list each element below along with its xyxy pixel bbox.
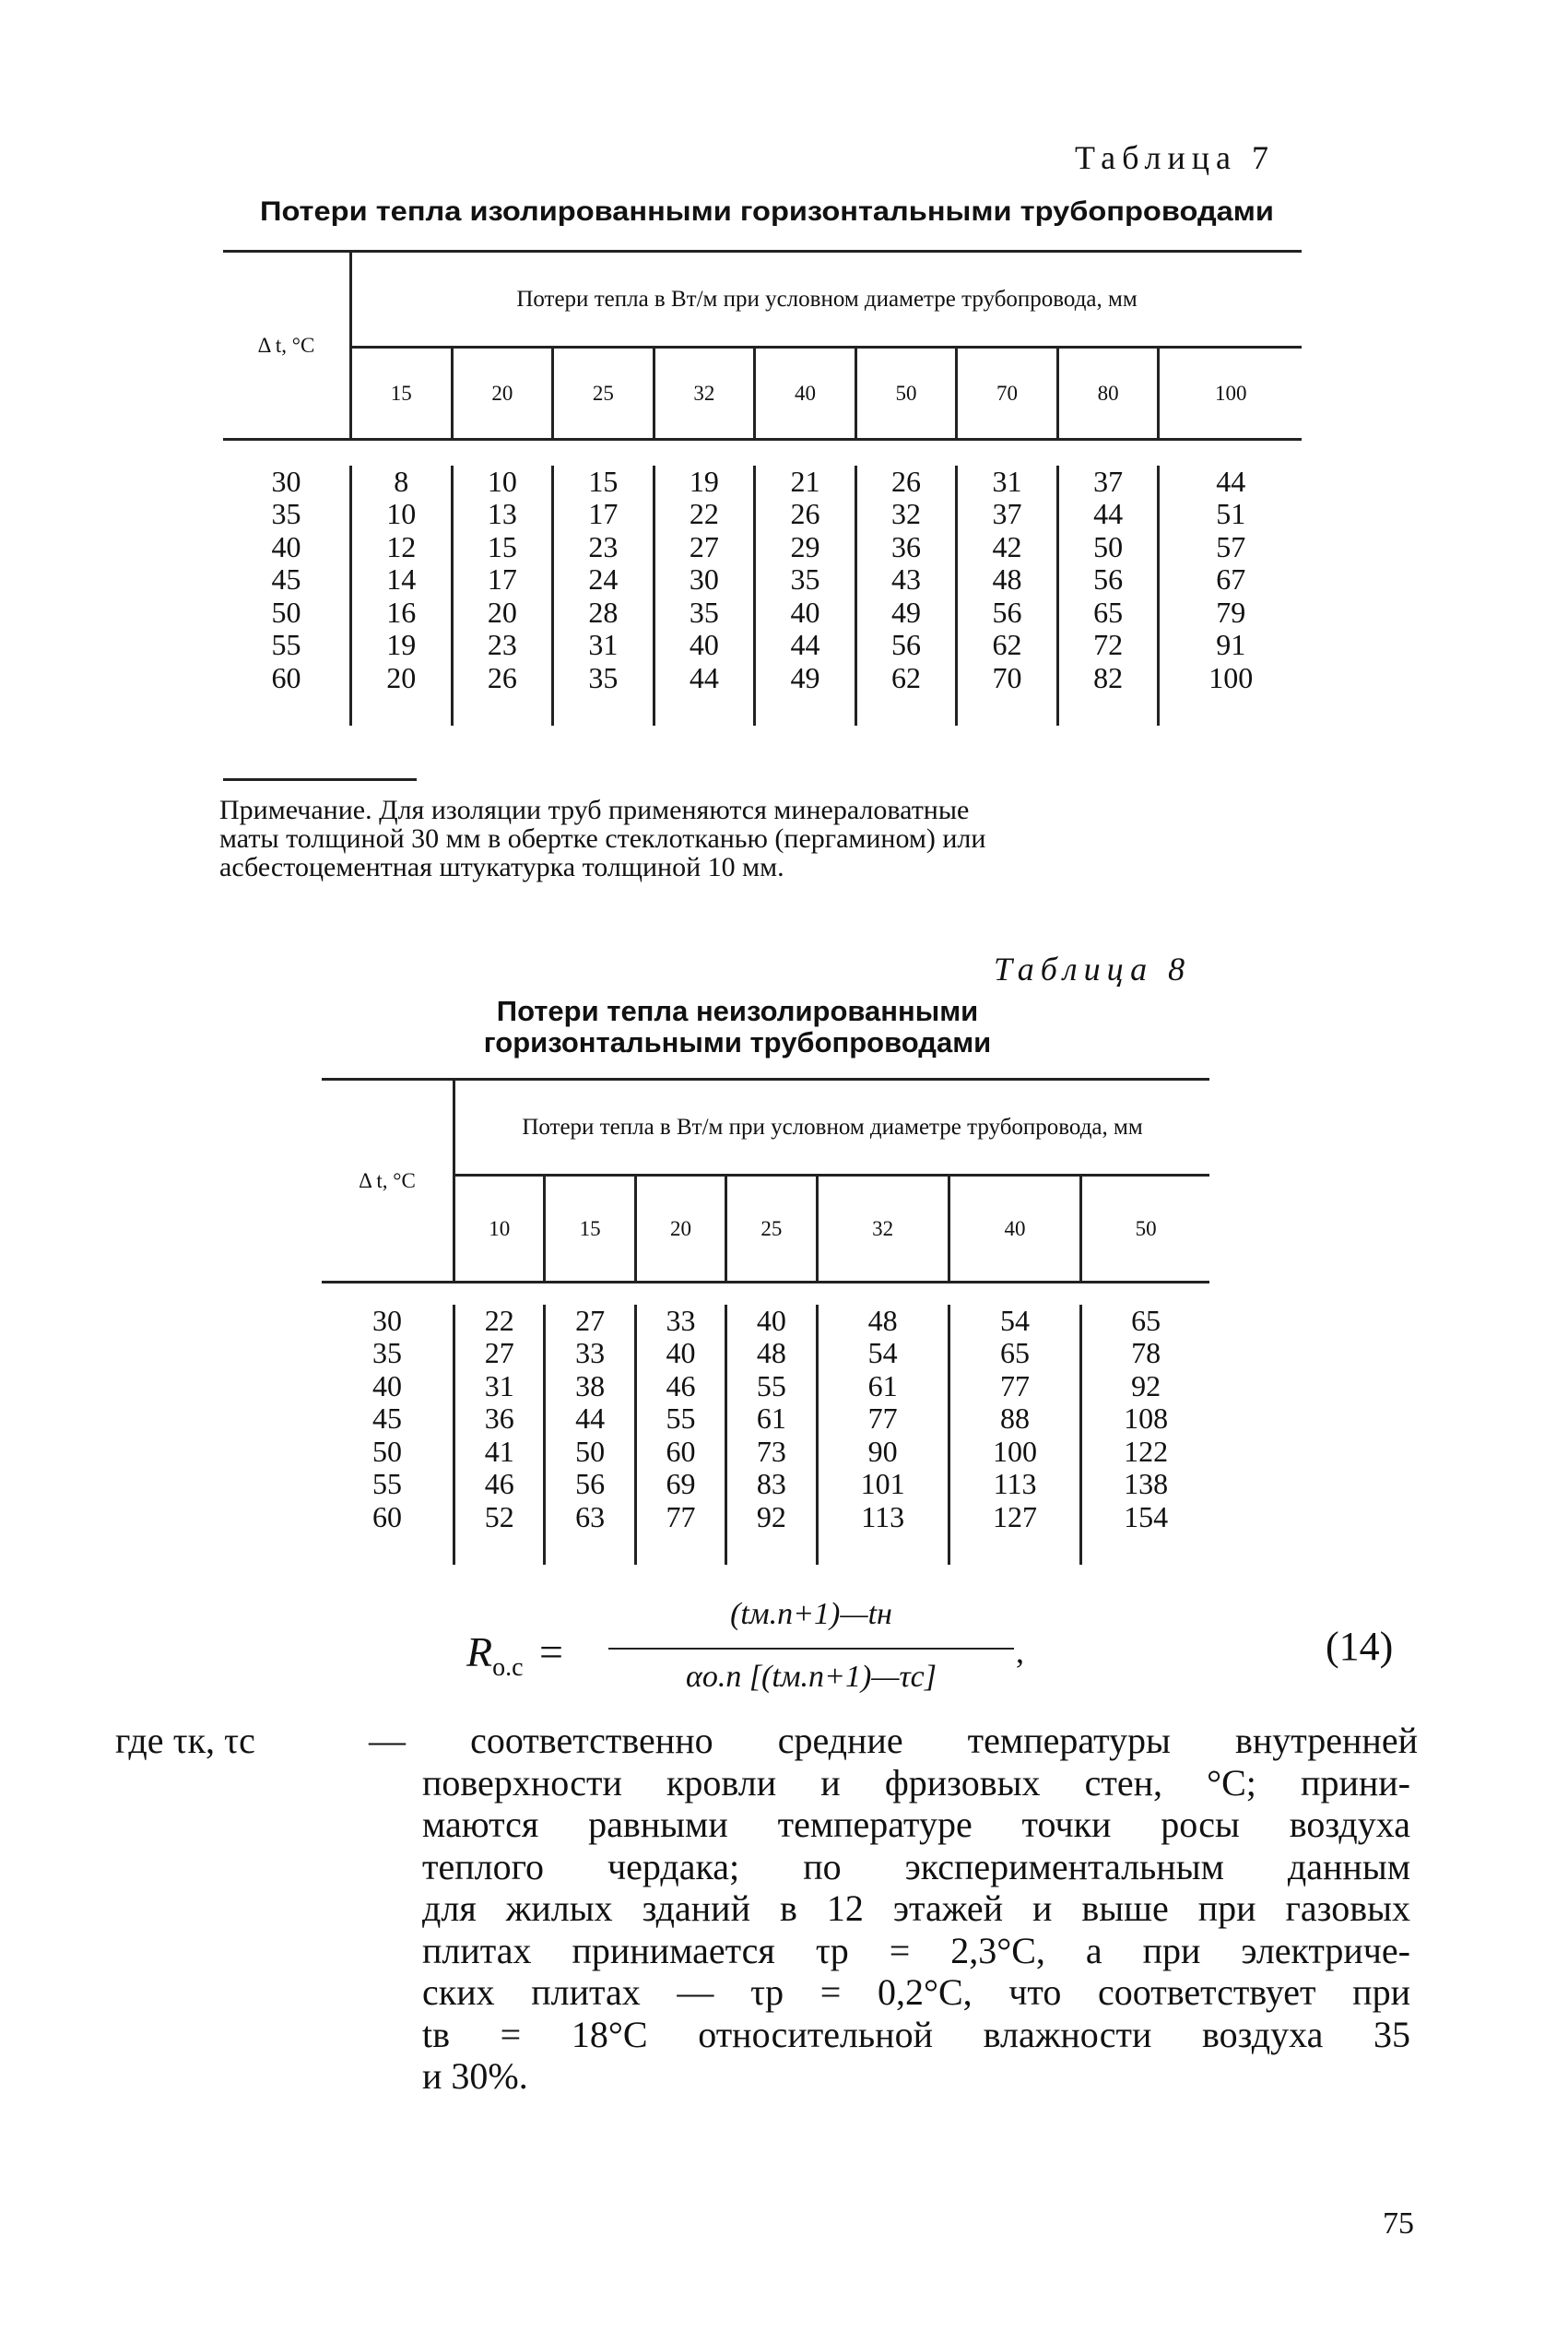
table7-diameter-header: 50	[855, 348, 957, 440]
table7-data-column	[755, 466, 856, 727]
table7-cell: 50	[1093, 529, 1124, 563]
table8-data-column	[817, 1305, 949, 1566]
table7-note	[219, 796, 1339, 881]
table7-cell: 29	[790, 529, 820, 563]
table7-cell: 44	[790, 628, 820, 661]
table7-cell: 8	[394, 464, 409, 498]
table7-cell: 65	[1093, 595, 1124, 629]
table7-delta-t-value: 35	[271, 497, 301, 530]
table7-cell: 20	[386, 660, 417, 694]
table8-cell: 122	[1124, 1434, 1169, 1468]
table8-cell: 40	[756, 1303, 786, 1337]
table8-data-column	[949, 1305, 1080, 1566]
table7-cell: 56	[891, 628, 921, 661]
table8-cell: 138	[1124, 1467, 1169, 1500]
table7-delta-t-column	[223, 466, 351, 727]
table8-diameter-header: 25	[726, 1176, 817, 1283]
table7-data-column	[452, 466, 553, 727]
table7-cell: 36	[891, 529, 921, 563]
table7-number: Таблица 7	[1075, 139, 1275, 176]
table7-data-column	[553, 466, 654, 727]
table7-cell: 31	[992, 464, 1022, 498]
table7-cell: 14	[386, 562, 417, 596]
table7-cell: 28	[588, 595, 619, 629]
table8-cell: 92	[1131, 1368, 1161, 1402]
table7-data-column	[654, 466, 755, 727]
table7-cell: 57	[1216, 529, 1246, 563]
table7-cell: 48	[992, 562, 1022, 596]
table8-cell: 27	[575, 1303, 606, 1337]
table8-data-column	[545, 1305, 635, 1566]
table7-cell: 27	[689, 529, 719, 563]
table8-diameter-header: 15	[545, 1176, 635, 1283]
table8-cell: 54	[1000, 1303, 1031, 1337]
table8-cell: 77	[666, 1499, 696, 1533]
table7-cell: 91	[1216, 628, 1246, 661]
table8-cell: 154	[1124, 1499, 1169, 1533]
table8-cell: 127	[993, 1499, 1038, 1533]
table7-cell: 62	[992, 628, 1022, 661]
table8-cell: 61	[756, 1402, 786, 1435]
table8-delta-t-value: 40	[372, 1368, 402, 1402]
table8-cell: 60	[666, 1434, 696, 1468]
table8-delta-t-value: 60	[372, 1499, 402, 1533]
table8-cell: 61	[867, 1368, 898, 1402]
table8-cell: 73	[756, 1434, 786, 1468]
table7-cell: 17	[588, 497, 619, 530]
table8-cell: 108	[1124, 1402, 1169, 1435]
table7-data-column	[1057, 466, 1159, 727]
table7-cell: 42	[992, 529, 1022, 563]
table7-cell: 79	[1216, 595, 1246, 629]
table7-delta-t-value: 30	[271, 464, 301, 498]
table8-cell: 92	[756, 1499, 786, 1533]
table7-diameter-header: 15	[351, 348, 453, 440]
table8-diameter-header: 50	[1081, 1176, 1209, 1283]
table7-data-column	[351, 466, 453, 727]
table7-cell: 30	[689, 562, 719, 596]
table7-cell: 26	[487, 660, 517, 694]
table7-group-header: Потери тепла в Вт/м при условном диаметре трубопровода, мм	[351, 252, 1303, 348]
table7-cell: 44	[689, 660, 719, 694]
table7-cell: 100	[1208, 660, 1254, 694]
table7-cell: 51	[1216, 497, 1246, 530]
table8-cell: 65	[1131, 1303, 1161, 1337]
definition-line: для жилых зданий в 12 этажей и выше при газовых	[422, 1887, 1410, 1929]
table8-cell: 22	[484, 1303, 514, 1337]
definition-line: и 30%.	[422, 2055, 528, 2097]
table7-cell: 49	[790, 660, 820, 694]
table8-cell: 33	[575, 1336, 606, 1369]
table7-cell: 40	[689, 628, 719, 661]
table8-title-line: горизонтальными трубопроводами	[483, 1026, 992, 1059]
table7-cell: 70	[992, 660, 1022, 694]
table8-cell: 78	[1131, 1336, 1161, 1369]
table7-delta-t-value: 40	[271, 529, 301, 563]
table8-cell: 100	[993, 1434, 1038, 1468]
table8-number: Таблица 8	[994, 951, 1192, 988]
table8-delta-t-value: 55	[372, 1467, 402, 1500]
table8-cell: 65	[1000, 1336, 1031, 1369]
table7-cell: 44	[1093, 497, 1124, 530]
table7-delta-t-value: 55	[271, 628, 301, 661]
table8-data-column	[635, 1305, 725, 1566]
table8-data-column	[726, 1305, 817, 1566]
table8-cell: 90	[867, 1434, 898, 1468]
formula-lhs: R	[466, 1628, 493, 1675]
table7-cell: 82	[1093, 660, 1124, 694]
table7-cell: 19	[386, 628, 417, 661]
formula-numerator: (tм.п+1)—tн	[730, 1597, 892, 1631]
table8-cell: 40	[666, 1336, 696, 1369]
table7-cell: 35	[790, 562, 820, 596]
table8-cell: 63	[575, 1499, 606, 1533]
note-line: маты толщиной 30 мм в обертке стеклотканью (пергамином) или	[219, 823, 986, 854]
table7-data-column	[957, 466, 1058, 727]
table7-cell: 56	[992, 595, 1022, 629]
table7-diameter-header: 100	[1159, 348, 1302, 440]
table7-cell: 20	[487, 595, 517, 629]
table7-cell: 22	[689, 497, 719, 530]
table7-cell: 16	[386, 595, 417, 629]
page-number: 75	[1383, 2206, 1414, 2241]
table8-cell: 27	[484, 1336, 514, 1369]
formula-denominator: αо.п [(tм.п+1)—τс]	[685, 1660, 937, 1694]
table8-cell: 48	[867, 1303, 898, 1337]
table7-cell: 43	[891, 562, 921, 596]
table7-cell: 67	[1216, 562, 1246, 596]
table7-cell: 72	[1093, 628, 1124, 661]
formula-fraction-bar	[608, 1648, 1014, 1650]
table7-cell: 37	[1093, 464, 1124, 498]
table7-cell: 35	[588, 660, 619, 694]
table8-cell: 101	[860, 1467, 905, 1500]
table8-cell: 33	[666, 1303, 696, 1337]
table7-diameter-header: 25	[553, 348, 654, 440]
table7-delta-t-value: 45	[271, 562, 301, 596]
table8-diameter-header: 40	[949, 1176, 1080, 1283]
definition-line: tв = 18°С относительной влажности воздуха 35	[422, 2013, 1410, 2055]
table7-cell: 24	[588, 562, 619, 596]
table7-cell: 49	[891, 595, 921, 629]
table7-cell: 37	[992, 497, 1022, 530]
formula-number: (14)	[1326, 1624, 1394, 1669]
table8-cell: 38	[575, 1368, 606, 1402]
formula-lhs-sub: о.с	[492, 1653, 524, 1683]
table7-diameter-header: 32	[654, 348, 755, 440]
table8-cell: 77	[1000, 1368, 1031, 1402]
table7-cell: 15	[588, 464, 619, 498]
note-line: асбестоцементная штукатурка толщиной 10 мм.	[219, 852, 784, 882]
definition-line: маются равными температуре точки росы воздуха	[422, 1804, 1410, 1845]
table8-cell: 77	[867, 1402, 898, 1435]
table7-cell: 12	[386, 529, 417, 563]
table7-diameter-header: 20	[452, 348, 553, 440]
definition-line: теплого чердака; по экспериментальным данным	[422, 1845, 1410, 1887]
table8-cell: 52	[484, 1499, 514, 1533]
table8-cell: 44	[575, 1402, 606, 1435]
table8-data-column	[1081, 1305, 1209, 1566]
table8-cell: 41	[484, 1434, 514, 1468]
table8-group-header: Потери тепла в Вт/м при условном диаметре трубопровода, мм	[454, 1080, 1210, 1176]
table7-delta-t-value: 60	[271, 660, 301, 694]
table8-title-line: Потери тепла неизолированными	[496, 995, 979, 1027]
table8-cell: 46	[484, 1467, 514, 1500]
table8-cell: 69	[666, 1467, 696, 1500]
table7-cell: 35	[689, 595, 719, 629]
definition-text	[369, 1720, 1418, 2098]
table7-data-column	[1159, 466, 1302, 727]
table7	[223, 250, 1302, 726]
table8-cell: 50	[575, 1434, 606, 1468]
table7-cell: 19	[689, 464, 719, 498]
table7-cell: 44	[1216, 464, 1246, 498]
table7-cell: 32	[891, 497, 921, 530]
table8-row-header: Δ t, °C	[322, 1080, 454, 1283]
note-line: Примечание. Для изоляции труб применяются минераловатные	[219, 795, 970, 825]
table7-diameter-header: 70	[957, 348, 1058, 440]
table8-cell: 54	[867, 1336, 898, 1369]
table7-row-header: Δ t, °C	[223, 252, 351, 440]
table8-cell: 56	[575, 1467, 606, 1500]
table7-cell: 17	[487, 562, 517, 596]
table8-cell: 31	[484, 1368, 514, 1402]
definition-line: плитах принимается τр = 2,3°С, а при электриче-	[422, 1929, 1410, 1971]
formula-equals: =	[539, 1628, 563, 1675]
definition-line: поверхности кровли и фризовых стен, °С; прини-	[422, 1761, 1410, 1804]
table8-delta-t-column	[322, 1305, 454, 1566]
table7-cell: 26	[790, 497, 820, 530]
table7-cell: 10	[487, 464, 517, 498]
table7-cell: 23	[487, 628, 517, 661]
table8-data-column	[454, 1305, 545, 1566]
table7-cell: 15	[487, 529, 517, 563]
table8-cell: 55	[756, 1368, 786, 1402]
definition-line: ских плитах — τр = 0,2°С, что соответствует при	[422, 1971, 1410, 2013]
table7-cell: 10	[386, 497, 417, 530]
table7-cell: 26	[891, 464, 921, 498]
table7-footnote-rule	[223, 778, 417, 781]
table8-diameter-header: 20	[635, 1176, 725, 1283]
table8-cell: 113	[861, 1499, 905, 1533]
table7-cell: 23	[588, 529, 619, 563]
definition-term: где τк, τс	[115, 1720, 255, 1761]
table7-cell: 56	[1093, 562, 1124, 596]
table7-diameter-header: 40	[755, 348, 856, 440]
table8-delta-t-value: 35	[372, 1336, 402, 1369]
table8-delta-t-value: 45	[372, 1402, 402, 1435]
table8-diameter-header: 10	[454, 1176, 545, 1283]
table7-cell: 31	[588, 628, 619, 661]
table8-cell: 36	[484, 1402, 514, 1435]
table8-cell: 48	[756, 1336, 786, 1369]
table8-cell: 83	[756, 1467, 786, 1500]
table7-cell: 13	[487, 497, 517, 530]
table8-cell: 55	[666, 1402, 696, 1435]
table8-cell: 88	[1000, 1402, 1031, 1435]
table8-cell: 46	[666, 1368, 696, 1402]
table7-cell: 21	[790, 464, 820, 498]
table8-title	[415, 996, 1060, 1059]
table7-delta-t-value: 50	[271, 595, 301, 629]
table8-delta-t-value: 30	[372, 1303, 402, 1337]
table8-delta-t-value: 50	[372, 1434, 402, 1468]
table8-cell: 113	[993, 1467, 1037, 1500]
table7-diameter-header: 80	[1057, 348, 1159, 440]
definition-line: — соответственно средние температуры внутренней	[369, 1720, 1418, 1761]
table7-cell: 40	[790, 595, 820, 629]
table8	[322, 1078, 1209, 1565]
table7-title: Потери тепла изолированными горизонтальными трубопроводами	[260, 196, 1274, 227]
table8-diameter-header: 32	[817, 1176, 949, 1283]
table7-cell: 62	[891, 660, 921, 694]
table7-data-column	[855, 466, 957, 727]
